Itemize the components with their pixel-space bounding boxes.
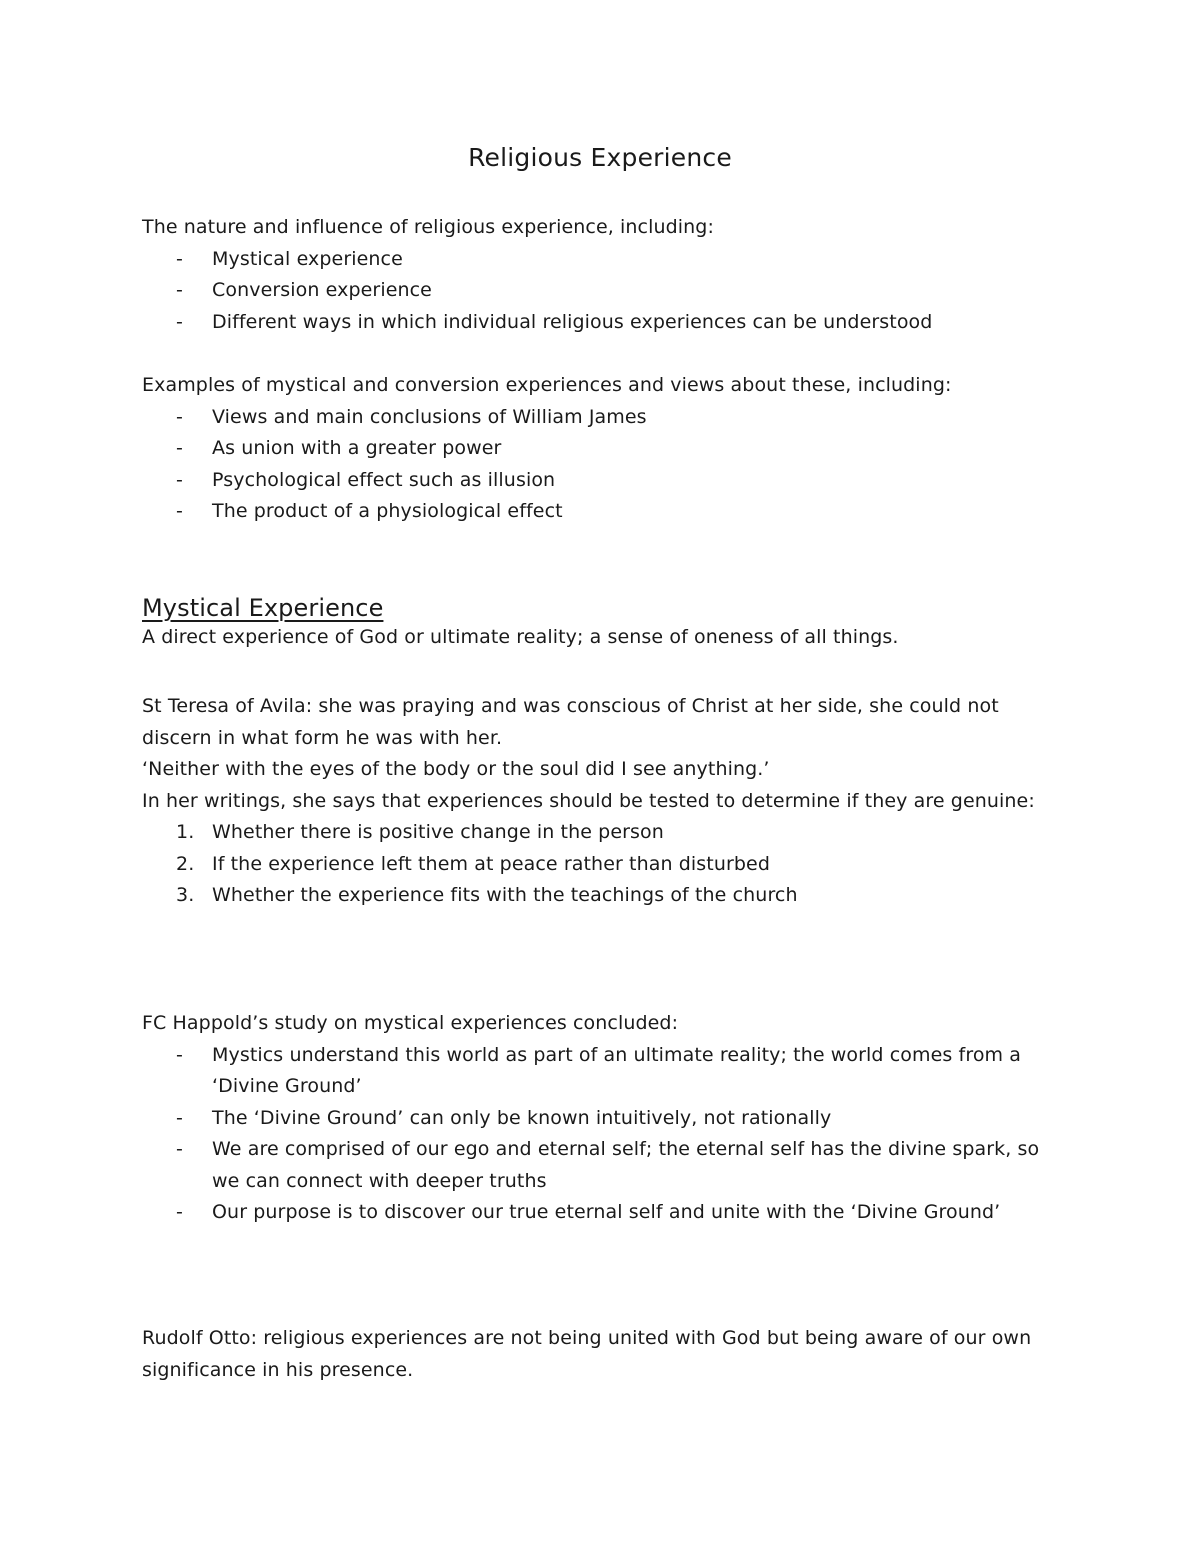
happold-section [142, 1008, 1062, 1229]
list-item [142, 1103, 1062, 1135]
list-item-text: The product of a physiological effect [212, 500, 563, 522]
list-item-text: As union with a greater power [212, 437, 502, 459]
dash-marker: - [176, 1201, 183, 1223]
otto-paragraph: Rudolf Otto: religious experiences are not being united with God but being aware of our own significance in his presence. [142, 1327, 1032, 1381]
examples-section [142, 370, 1062, 528]
document-title: Religious Experience [468, 143, 732, 172]
list-item [142, 1197, 1062, 1229]
list-item-text: Whether there is positive change in the person [212, 821, 664, 843]
list-item [142, 402, 1062, 434]
list-item-text: Psychological effect such as illusion [212, 468, 556, 491]
section-heading: Mystical Experience [142, 594, 384, 622]
teresa-section [142, 691, 1062, 912]
examples-lead: Examples of mystical and conversion experiences and views about these, including: [142, 374, 952, 396]
list-item-text: Mystical experience [212, 247, 403, 270]
number-marker: 1. [176, 821, 195, 843]
dash-marker: - [176, 247, 183, 270]
list-item-text: Our purpose is to discover our true eternal self and unite with the ‘Divine Ground’ [212, 1201, 1001, 1223]
list-item [142, 1040, 1062, 1103]
dash-marker: - [176, 500, 183, 522]
teresa-writings: In her writings, she says that experiences should be tested to determine if they are genuine: [142, 789, 1035, 812]
list-item-text: Conversion experience [212, 279, 432, 301]
teresa-intro: St Teresa of Avila: she was praying and was conscious of Christ at her side, she could not discern in what form he was with her. [142, 695, 999, 749]
list-item-text: If the experience left them at peace rather than disturbed [212, 852, 770, 875]
list-item-text: Mystics understand this world as part of an ultimate reality; the world comes from a ‘Divine Ground’ [212, 1043, 1022, 1097]
intro-lead: The nature and influence of religious experience, including: [142, 216, 714, 238]
intro-list [142, 244, 1062, 339]
list-item-text: Whether the experience fits with the teachings of the church [212, 884, 798, 906]
list-item [142, 244, 1062, 276]
list-item [142, 817, 1062, 849]
list-item-text: Different ways in which individual religious experiences can be understood [212, 310, 933, 333]
number-marker: 2. [176, 852, 195, 875]
list-item [142, 307, 1062, 339]
intro-section [142, 212, 1062, 338]
examples-list [142, 402, 1062, 528]
list-item [142, 1134, 1062, 1197]
tests-list [142, 817, 1062, 912]
dash-marker: - [176, 1043, 183, 1066]
otto-section [142, 1323, 1062, 1386]
list-item [142, 880, 1062, 912]
dash-marker: - [176, 468, 183, 491]
dash-marker: - [176, 1138, 183, 1160]
list-item [142, 275, 1062, 307]
list-item [142, 433, 1062, 465]
dash-marker: - [176, 1106, 183, 1129]
happold-lead: FC Happold’s study on mystical experiences concluded: [142, 1012, 679, 1034]
list-item [142, 849, 1062, 881]
dash-marker: - [176, 279, 183, 301]
teresa-quote: ‘Neither with the eyes of the body or the soul did I see anything.’ [142, 758, 770, 780]
number-marker: 3. [176, 884, 195, 906]
list-item [142, 496, 1062, 528]
dash-marker: - [176, 405, 183, 428]
mystical-section [142, 591, 1062, 654]
list-item-text: Views and main conclusions of William James [212, 405, 647, 428]
dash-marker: - [176, 437, 183, 459]
list-item [142, 465, 1062, 497]
list-item-text: The ‘Divine Ground’ can only be known intuitively, not rationally [212, 1106, 832, 1129]
happold-list [142, 1040, 1062, 1229]
mystical-definition: A direct experience of God or ultimate reality; a sense of oneness of all things. [142, 626, 899, 648]
dash-marker: - [176, 310, 183, 333]
list-item-text: We are comprised of our ego and eternal self; the eternal self has the divine spark, so we can connect with deeper truths [212, 1138, 1040, 1192]
